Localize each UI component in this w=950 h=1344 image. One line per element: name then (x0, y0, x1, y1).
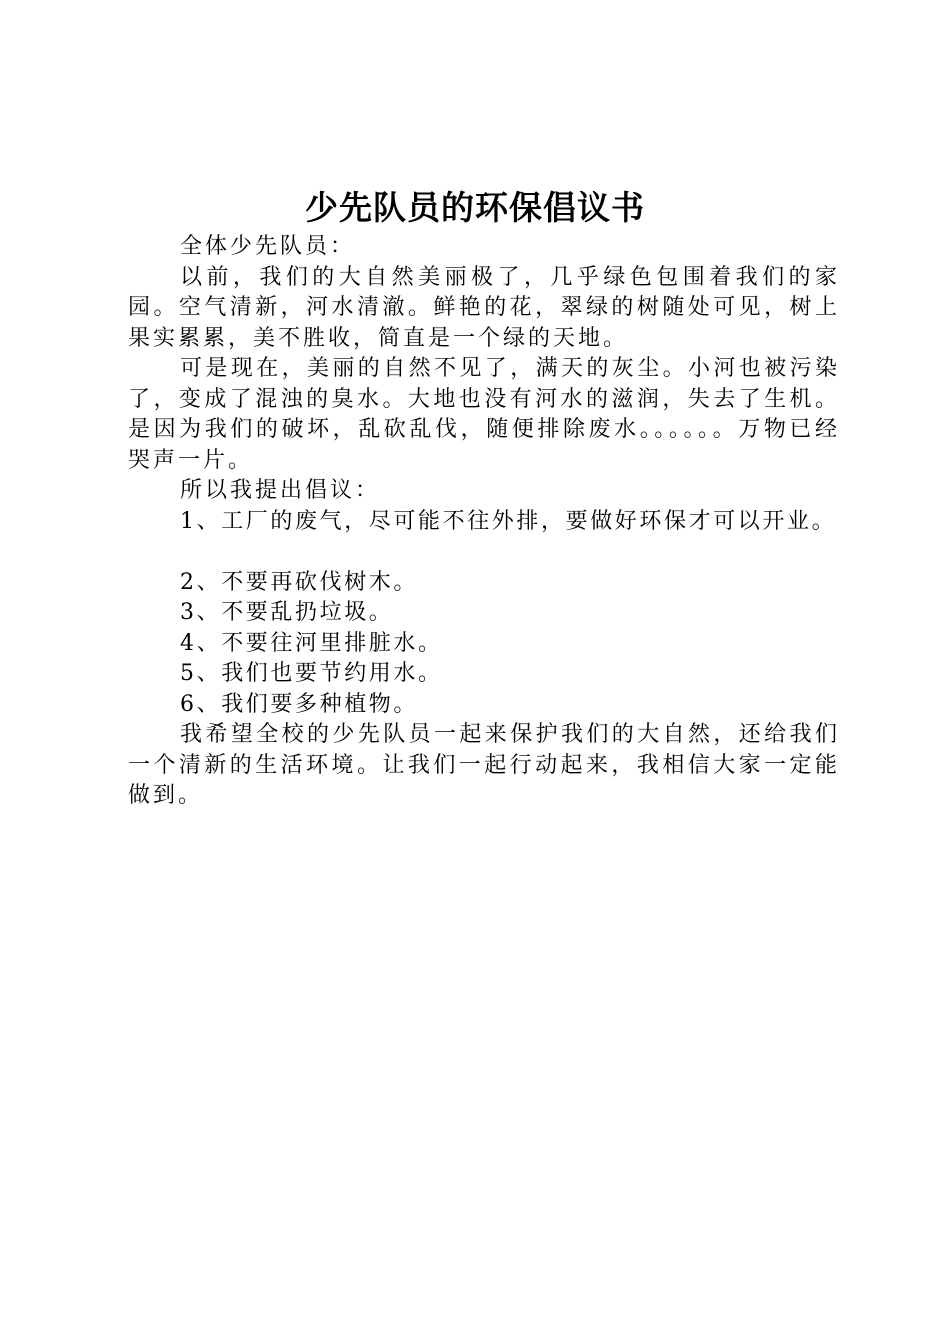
document-title: 少先队员的环保倡议书 (305, 188, 645, 227)
paragraph-present: 可是现在，美丽的自然不见了，满天的灰尘。小河也被污染了，变成了混浊的臭水。大地也没有河水的滋润，失去了生机。是因为我们的破坏，乱砍乱伐，随便排除废水。。。。。。万物已经哭声一片。 (128, 356, 840, 473)
proposal-item-3: 3、不要乱扔垃圾。 (180, 600, 394, 625)
paragraph-past: 以前，我们的大自然美丽极了，几乎绿色包围着我们的家园。空气清新，河水清澈。鲜艳的花，翠绿的树随处可见，树上果实累累，美不胜收，简直是一个绿的天地。 (128, 264, 840, 351)
proposal-intro: 所以我提出倡议： (180, 478, 381, 503)
closing-paragraph: 我希望全校的少先队员一起来保护我们的大自然，还给我们一个清新的生活环境。让我们一起行动起来，我相信大家一定能做到。 (128, 722, 840, 808)
proposal-item-4: 4、不要往河里排脏水。 (180, 630, 443, 656)
document-body (128, 232, 840, 812)
proposal-item-1: 1、工厂的废气，尽可能不往外排，要做好环保才可以开业。 (180, 508, 837, 534)
proposal-item-2: 2、不要再砍伐树木。 (180, 569, 418, 595)
proposal-item-5: 5、我们也要节约用水。 (180, 661, 443, 686)
proposal-item-6: 6、我们要多种植物。 (180, 691, 418, 717)
salutation: 全体少先队员： (180, 234, 356, 259)
